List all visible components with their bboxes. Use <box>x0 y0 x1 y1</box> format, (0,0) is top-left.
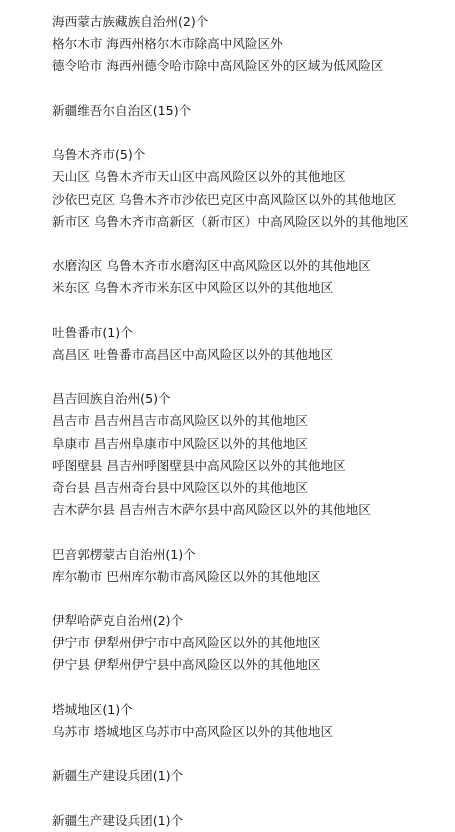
region-heading: 新疆生产建设兵团(1)个 <box>52 812 184 828</box>
area-name: 天山区 <box>52 169 90 185</box>
region-heading: 乌鲁木齐市(5)个 <box>52 147 146 163</box>
area-name: 呼图壁县 <box>52 457 103 473</box>
area-description: 塔城地区乌苏市中高风险区以外的其他地区 <box>93 724 334 739</box>
risk-area-document <box>52 11 452 832</box>
blank-line <box>52 122 452 144</box>
area-name: 水磨沟区 <box>52 258 103 274</box>
area-entry <box>52 721 452 743</box>
area-name: 米东区 <box>52 280 90 296</box>
area-entry <box>52 632 452 654</box>
area-entry <box>52 499 452 521</box>
area-description: 乌鲁木齐市天山区中高风险区以外的其他地区 <box>93 169 346 185</box>
region-heading: 新疆生产建设兵团(1)个 <box>52 768 184 784</box>
blank-line <box>52 743 452 765</box>
area-description: 巴州库尔勒市高风险区以外的其他地区 <box>106 568 321 584</box>
area-description: 乌鲁木齐市米东区中风险区以外的其他地区 <box>93 280 334 296</box>
area-name: 新市区 <box>52 213 90 229</box>
area-description: 乌鲁木齐市沙依巴克区中高风险区以外的其他地区 <box>118 191 397 207</box>
area-description: 伊犁州伊宁市中高风险区以外的其他地区 <box>93 635 321 651</box>
area-entry <box>52 189 452 211</box>
blank-line <box>52 366 452 388</box>
region-heading: 海西蒙古族藏族自治州(2)个 <box>52 14 209 29</box>
area-entry <box>52 477 452 499</box>
area-name: 沙依巴克区 <box>52 191 115 207</box>
area-description: 乌鲁木齐市水磨沟区中高风险区以外的其他地区 <box>106 258 371 274</box>
area-name: 伊宁市 <box>52 635 90 651</box>
blank-line <box>52 299 452 321</box>
area-description: 乌鲁木齐市高新区（新市区）中高风险区以外的其他地区 <box>93 213 409 229</box>
blank-line <box>52 788 452 810</box>
blank-line <box>52 78 452 100</box>
region-heading: 伊犁哈萨克自治州(2)个 <box>52 613 184 629</box>
area-entry <box>52 33 452 55</box>
region-heading: 巴音郭楞蒙古自治州(1)个 <box>52 546 196 562</box>
area-entry <box>52 166 452 188</box>
blank-line <box>52 677 452 699</box>
area-entry <box>52 55 452 77</box>
area-description: 昌吉州奇台县中风险区以外的其他地区 <box>93 479 308 495</box>
area-entry <box>52 410 452 432</box>
region-heading: 新疆维吾尔自治区(15)个 <box>52 102 192 118</box>
area-description: 海西州德令哈市除中高风险区外的区域为低风险区 <box>106 58 384 74</box>
area-name: 高昌区 <box>52 346 90 362</box>
area-entry <box>52 211 452 233</box>
area-description: 昌吉州呼图壁县中高风险区以外的其他地区 <box>106 457 346 473</box>
area-entry <box>52 654 452 676</box>
area-name: 吉木萨尔县 <box>52 502 115 518</box>
blank-line <box>52 588 452 610</box>
area-description: 海西州格尔木市除高中风险区外 <box>106 36 283 52</box>
area-description: 伊犁州伊宁县中高风险区以外的其他地区 <box>93 657 321 673</box>
area-name: 库尔勒市 <box>52 568 103 584</box>
area-description: 昌吉州吉木萨尔县中高风险区以外的其他地区 <box>118 502 371 518</box>
area-entry <box>52 344 452 366</box>
region-heading: 吐鲁番市(1)个 <box>52 324 133 340</box>
area-description: 昌吉州阜康市中风险区以外的其他地区 <box>93 435 308 451</box>
area-description: 吐鲁番市高昌区中高风险区以外的其他地区 <box>93 346 334 362</box>
region-heading: 塔城地区(1)个 <box>52 701 133 717</box>
area-name: 伊宁县 <box>52 657 90 673</box>
area-name: 乌苏市 <box>52 724 90 739</box>
region-heading: 昌吉回族自治州(5)个 <box>52 391 171 407</box>
area-name: 昌吉市 <box>52 413 90 429</box>
area-name: 阜康市 <box>52 435 90 451</box>
blank-line <box>52 233 452 255</box>
area-entry <box>52 277 452 299</box>
area-entry <box>52 255 452 277</box>
area-entry <box>52 455 452 477</box>
blank-line <box>52 521 452 543</box>
area-description: 昌吉州昌吉市高风险区以外的其他地区 <box>93 413 308 429</box>
area-name: 奇台县 <box>52 479 90 495</box>
area-name: 格尔木市 <box>52 36 103 52</box>
area-entry <box>52 566 452 588</box>
area-entry <box>52 433 452 455</box>
area-name: 德令哈市 <box>52 58 103 74</box>
